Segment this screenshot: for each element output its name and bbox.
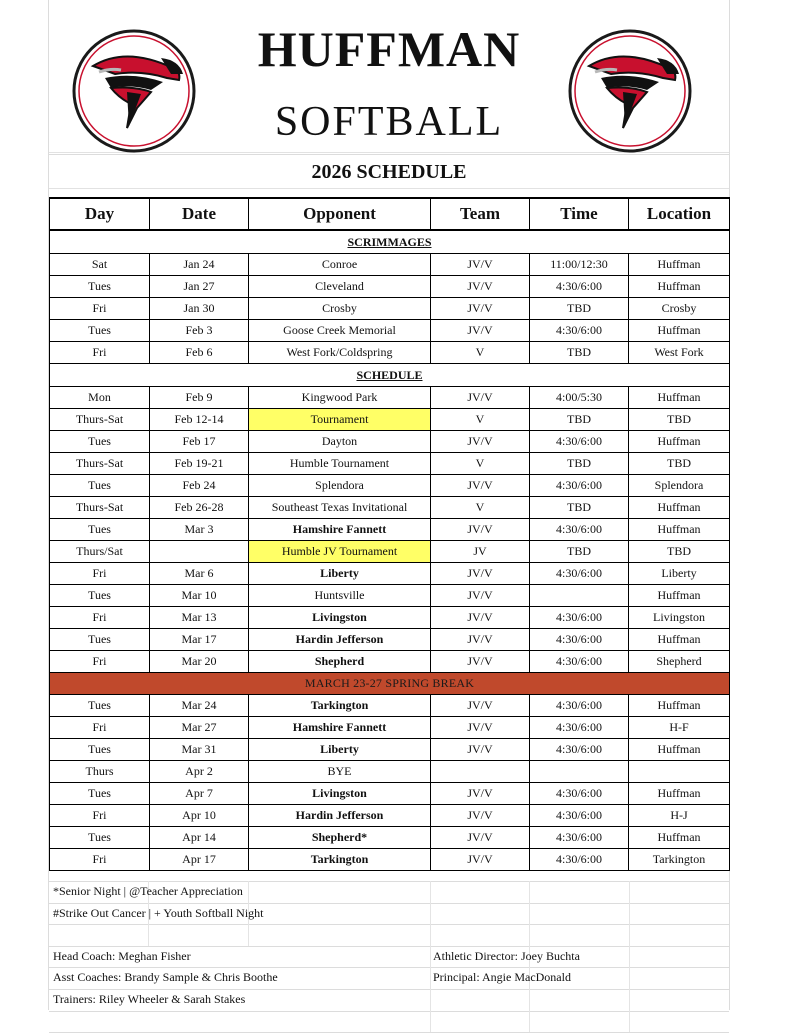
cell-team bbox=[431, 761, 530, 783]
cell-opponent: Humble JV Tournament bbox=[249, 541, 431, 563]
cell-time: 4:30/6:00 bbox=[530, 651, 629, 673]
page-title: HUFFMAN bbox=[257, 21, 521, 77]
column-header-day: Day bbox=[50, 198, 150, 230]
column-header-location: Location bbox=[629, 198, 730, 230]
cell-opponent: Tournament bbox=[249, 409, 431, 431]
cell-date: Mar 31 bbox=[150, 739, 249, 761]
cell-opponent: Southeast Texas Invitational bbox=[249, 497, 431, 519]
cell-team: JV/V bbox=[431, 254, 530, 276]
cell-time: 4:30/6:00 bbox=[530, 827, 629, 849]
cell-time: TBD bbox=[530, 541, 629, 563]
cell-date: Mar 20 bbox=[150, 651, 249, 673]
grid-line bbox=[49, 1011, 729, 1012]
note-senior-night: *Senior Night | @Teacher Appreciation bbox=[53, 884, 243, 898]
cell-team: V bbox=[431, 409, 530, 431]
table-row bbox=[50, 541, 730, 563]
cell-opponent: Shepherd bbox=[249, 651, 431, 673]
cell-time: 4:30/6:00 bbox=[530, 276, 629, 298]
cell-day: Fri bbox=[50, 607, 150, 629]
cell-opponent: Tarkington bbox=[249, 849, 431, 871]
cell-location: Liberty bbox=[629, 563, 730, 585]
cell-location: Huffman bbox=[629, 827, 730, 849]
staff-trainers: Trainers: Riley Wheeler & Sarah Stakes bbox=[53, 992, 246, 1006]
cell-location: Splendora bbox=[629, 475, 730, 497]
cell-opponent: Liberty bbox=[249, 563, 431, 585]
cell-opponent: BYE bbox=[249, 761, 431, 783]
cell-time: TBD bbox=[530, 298, 629, 320]
cell-time: 4:30/6:00 bbox=[530, 475, 629, 497]
cell-opponent: Hamshire Fannett bbox=[249, 717, 431, 739]
cell-time: 11:00/12:30 bbox=[530, 254, 629, 276]
table-row bbox=[50, 387, 730, 409]
cell-date: Apr 17 bbox=[150, 849, 249, 871]
section-row bbox=[50, 230, 730, 254]
table-row bbox=[50, 276, 730, 298]
cell-opponent: Dayton bbox=[249, 431, 431, 453]
cell-location: Huffman bbox=[629, 519, 730, 541]
cell-opponent: Crosby bbox=[249, 298, 431, 320]
cell-day: Thurs/Sat bbox=[50, 541, 150, 563]
cell-team: JV/V bbox=[431, 651, 530, 673]
cell-location: Huffman bbox=[629, 695, 730, 717]
cell-date: Feb 6 bbox=[150, 342, 249, 364]
spring-break-banner: MARCH 23-27 SPRING BREAK bbox=[50, 673, 730, 695]
cell-day: Tues bbox=[50, 585, 150, 607]
cell-team: V bbox=[431, 497, 530, 519]
cell-time: 4:30/6:00 bbox=[530, 783, 629, 805]
cell-opponent: Livingston bbox=[249, 607, 431, 629]
cell-day: Mon bbox=[50, 387, 150, 409]
cell-day: Tues bbox=[50, 739, 150, 761]
cell-time bbox=[530, 585, 629, 607]
schedule-title: 2026 SCHEDULE bbox=[49, 154, 729, 189]
cell-day: Sat bbox=[50, 254, 150, 276]
cell-opponent: West Fork/Coldspring bbox=[249, 342, 431, 364]
staff-athletic-director: Athletic Director: Joey Buchta bbox=[433, 948, 580, 963]
cell-team: JV/V bbox=[431, 783, 530, 805]
cell-team: JV/V bbox=[431, 320, 530, 342]
table-row bbox=[50, 475, 730, 497]
cell-day: Tues bbox=[50, 320, 150, 342]
cell-opponent: Liberty bbox=[249, 739, 431, 761]
cell-team: JV/V bbox=[431, 739, 530, 761]
cell-location: Huffman bbox=[629, 431, 730, 453]
cell-location: Huffman bbox=[629, 739, 730, 761]
schedule-sheet bbox=[48, 0, 730, 1010]
cell-date: Feb 24 bbox=[150, 475, 249, 497]
table-row bbox=[50, 320, 730, 342]
table-row bbox=[50, 761, 730, 783]
cell-team: JV/V bbox=[431, 585, 530, 607]
cell-team: JV/V bbox=[431, 298, 530, 320]
cell-day: Tues bbox=[50, 276, 150, 298]
cell-date: Mar 3 bbox=[150, 519, 249, 541]
cell-location bbox=[629, 761, 730, 783]
cell-time: 4:30/6:00 bbox=[530, 320, 629, 342]
cell-day: Tues bbox=[50, 431, 150, 453]
cell-location: TBD bbox=[629, 541, 730, 563]
cell-time bbox=[530, 761, 629, 783]
cell-time: 4:30/6:00 bbox=[530, 739, 629, 761]
table-row bbox=[50, 497, 730, 519]
cell-location: TBD bbox=[629, 453, 730, 475]
cell-team: JV/V bbox=[431, 276, 530, 298]
staff-asst-coaches: Asst Coaches: Brandy Sample & Chris Boothe bbox=[53, 970, 278, 985]
cell-location: Huffman bbox=[629, 783, 730, 805]
cell-team: JV/V bbox=[431, 827, 530, 849]
staff-principal: Principal: Angie MacDonald bbox=[433, 970, 571, 985]
cell-opponent: Tarkington bbox=[249, 695, 431, 717]
table-row bbox=[50, 519, 730, 541]
cell-date: Feb 12-14 bbox=[150, 409, 249, 431]
column-header-time: Time bbox=[530, 198, 629, 230]
cell-time: 4:00/5:30 bbox=[530, 387, 629, 409]
cell-day: Fri bbox=[50, 805, 150, 827]
cell-date: Jan 24 bbox=[150, 254, 249, 276]
cell-date: Apr 10 bbox=[150, 805, 249, 827]
table-row bbox=[50, 298, 730, 320]
cell-location: West Fork bbox=[629, 342, 730, 364]
cell-team: V bbox=[431, 453, 530, 475]
cell-time: 4:30/6:00 bbox=[530, 563, 629, 585]
table-row bbox=[50, 409, 730, 431]
cell-team: JV/V bbox=[431, 695, 530, 717]
table-row bbox=[50, 453, 730, 475]
cell-location: Huffman bbox=[629, 585, 730, 607]
note-strike-out-cancer: #Strike Out Cancer | + Youth Softball Night bbox=[53, 905, 264, 920]
table-row bbox=[50, 585, 730, 607]
cell-location: TBD bbox=[629, 409, 730, 431]
table-row bbox=[50, 431, 730, 453]
cell-location: H-J bbox=[629, 805, 730, 827]
cell-day: Thurs bbox=[50, 761, 150, 783]
cell-team: JV/V bbox=[431, 475, 530, 497]
cell-team: V bbox=[431, 342, 530, 364]
cell-team: JV/V bbox=[431, 607, 530, 629]
column-header-team: Team bbox=[431, 198, 530, 230]
cell-team: JV/V bbox=[431, 849, 530, 871]
cell-date: Jan 30 bbox=[150, 298, 249, 320]
cell-date: Feb 9 bbox=[150, 387, 249, 409]
cell-opponent: Hamshire Fannett bbox=[249, 519, 431, 541]
cell-day: Thurs-Sat bbox=[50, 453, 150, 475]
cell-team: JV bbox=[431, 541, 530, 563]
cell-opponent: Kingwood Park bbox=[249, 387, 431, 409]
cell-day: Fri bbox=[50, 342, 150, 364]
cell-opponent: Shepherd* bbox=[249, 827, 431, 849]
cell-date: Feb 17 bbox=[150, 431, 249, 453]
cell-time: TBD bbox=[530, 342, 629, 364]
cell-opponent: Cleveland bbox=[249, 276, 431, 298]
cell-location: Crosby bbox=[629, 298, 730, 320]
cell-time: TBD bbox=[530, 453, 629, 475]
cell-location: Huffman bbox=[629, 254, 730, 276]
cell-day: Thurs-Sat bbox=[50, 409, 150, 431]
cell-time: TBD bbox=[530, 409, 629, 431]
cell-date: Mar 6 bbox=[150, 563, 249, 585]
cell-date: Jan 27 bbox=[150, 276, 249, 298]
cell-opponent: Conroe bbox=[249, 254, 431, 276]
cell-time: 4:30/6:00 bbox=[530, 519, 629, 541]
cell-day: Tues bbox=[50, 827, 150, 849]
cell-team: JV/V bbox=[431, 387, 530, 409]
column-header-date: Date bbox=[150, 198, 249, 230]
table-row bbox=[50, 563, 730, 585]
cell-date: Feb 3 bbox=[150, 320, 249, 342]
table-row bbox=[50, 849, 730, 871]
cell-day: Fri bbox=[50, 717, 150, 739]
cell-date: Mar 24 bbox=[150, 695, 249, 717]
cell-opponent: Livingston bbox=[249, 783, 431, 805]
cell-day: Tues bbox=[50, 629, 150, 651]
cell-date: Apr 2 bbox=[150, 761, 249, 783]
cell-location: Huffman bbox=[629, 276, 730, 298]
table-row bbox=[50, 717, 730, 739]
cell-location: Tarkington bbox=[629, 849, 730, 871]
cell-time: 4:30/6:00 bbox=[530, 849, 629, 871]
cell-opponent: Splendora bbox=[249, 475, 431, 497]
grid-line bbox=[629, 881, 630, 946]
staff-head-coach: Head Coach: Meghan Fisher bbox=[53, 948, 191, 963]
cell-date: Apr 7 bbox=[150, 783, 249, 805]
cell-day: Tues bbox=[50, 695, 150, 717]
cell-location: Livingston bbox=[629, 607, 730, 629]
cell-team: JV/V bbox=[431, 629, 530, 651]
grid-line bbox=[49, 1032, 729, 1033]
table-row bbox=[50, 629, 730, 651]
cell-day: Fri bbox=[50, 849, 150, 871]
cell-location: H-F bbox=[629, 717, 730, 739]
table-row bbox=[50, 783, 730, 805]
grid-line bbox=[529, 881, 530, 946]
cell-date bbox=[150, 541, 249, 563]
cell-team: JV/V bbox=[431, 717, 530, 739]
cell-time: 4:30/6:00 bbox=[530, 607, 629, 629]
grid-line bbox=[49, 924, 729, 925]
cell-day: Fri bbox=[50, 563, 150, 585]
table-row bbox=[50, 607, 730, 629]
page-subtitle: SOFTBALL bbox=[274, 99, 504, 145]
column-header-opponent: Opponent bbox=[249, 198, 431, 230]
table-row bbox=[50, 342, 730, 364]
cell-opponent: Hardin Jefferson bbox=[249, 629, 431, 651]
section-row bbox=[50, 673, 730, 695]
cell-date: Apr 14 bbox=[150, 827, 249, 849]
table-row bbox=[50, 827, 730, 849]
cell-location: Shepherd bbox=[629, 651, 730, 673]
cell-team: JV/V bbox=[431, 431, 530, 453]
cell-day: Fri bbox=[50, 298, 150, 320]
cell-day: Fri bbox=[50, 651, 150, 673]
cell-time: 4:30/6:00 bbox=[530, 805, 629, 827]
cell-day: Tues bbox=[50, 519, 150, 541]
schedule-table bbox=[49, 197, 730, 871]
cell-time: 4:30/6:00 bbox=[530, 717, 629, 739]
section-row bbox=[50, 364, 730, 387]
cell-date: Mar 17 bbox=[150, 629, 249, 651]
cell-team: JV/V bbox=[431, 563, 530, 585]
table-header-row bbox=[50, 198, 730, 230]
cell-time: 4:30/6:00 bbox=[530, 629, 629, 651]
section-header-schedule: SCHEDULE bbox=[50, 364, 730, 387]
cell-date: Mar 10 bbox=[150, 585, 249, 607]
cell-time: 4:30/6:00 bbox=[530, 695, 629, 717]
cell-date: Feb 26-28 bbox=[150, 497, 249, 519]
section-header-scrimmages: SCRIMMAGES bbox=[50, 230, 730, 254]
cell-day: Thurs-Sat bbox=[50, 497, 150, 519]
table-row bbox=[50, 254, 730, 276]
cell-location: Huffman bbox=[629, 387, 730, 409]
table-row bbox=[50, 651, 730, 673]
table-row bbox=[50, 805, 730, 827]
cell-location: Huffman bbox=[629, 629, 730, 651]
cell-day: Tues bbox=[50, 783, 150, 805]
cell-opponent: Goose Creek Memorial bbox=[249, 320, 431, 342]
cell-time: 4:30/6:00 bbox=[530, 431, 629, 453]
cell-opponent: Humble Tournament bbox=[249, 453, 431, 475]
cell-date: Mar 13 bbox=[150, 607, 249, 629]
cell-team: JV/V bbox=[431, 805, 530, 827]
grid-line bbox=[430, 881, 431, 946]
cell-opponent: Huntsville bbox=[249, 585, 431, 607]
table-row bbox=[50, 739, 730, 761]
grid-line bbox=[629, 946, 630, 1032]
cell-opponent: Hardin Jefferson bbox=[249, 805, 431, 827]
cell-time: TBD bbox=[530, 497, 629, 519]
cell-day: Tues bbox=[50, 475, 150, 497]
cell-location: Huffman bbox=[629, 320, 730, 342]
cell-date: Feb 19-21 bbox=[150, 453, 249, 475]
cell-location: Huffman bbox=[629, 497, 730, 519]
cell-team: JV/V bbox=[431, 519, 530, 541]
cell-date: Mar 27 bbox=[150, 717, 249, 739]
table-row bbox=[50, 695, 730, 717]
